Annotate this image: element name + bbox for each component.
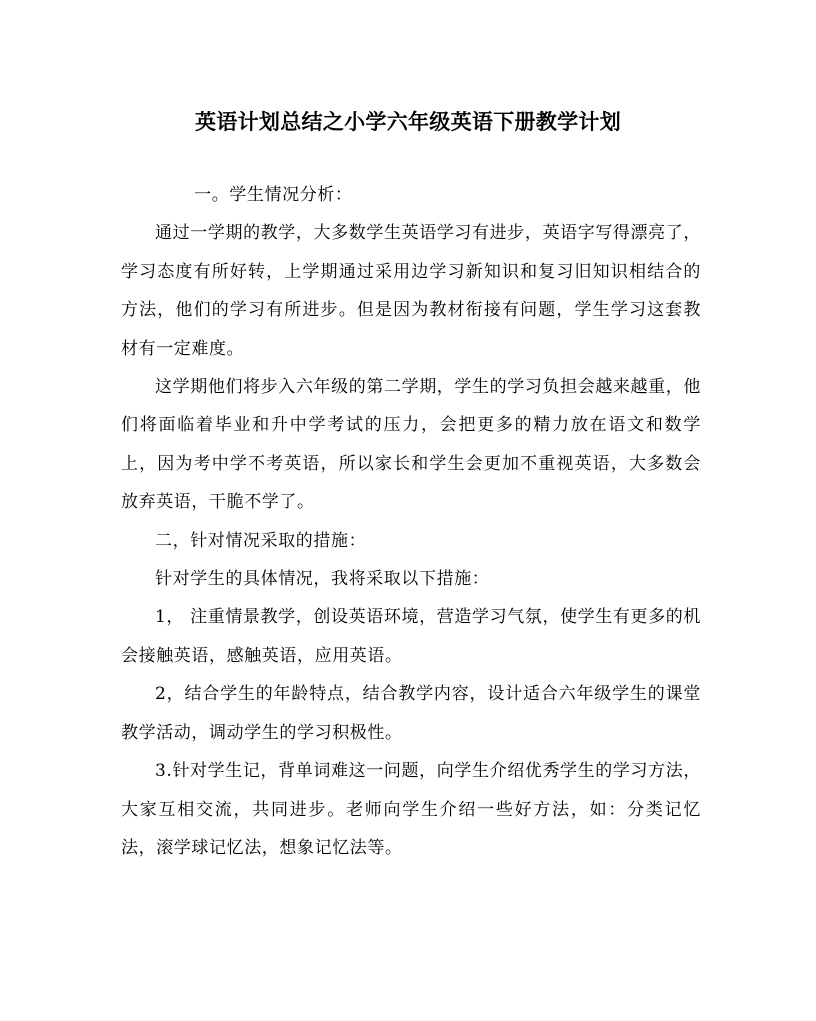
section-heading-measures: 二，针对情况采取的措施：: [155, 530, 367, 551]
paragraph-progress-summary: 通过一学期的教学，大多数学生英语学习有进步，英语字写得漂亮了，学习态度有所好转，上学期通过采用边学习新知识和复习旧知识相结合的方法，他们的学习有所进步。但是因为教材衔接有问题，学生学习这套教材有一定难度。: [121, 223, 701, 359]
paragraph-measures-intro: 针对学生的具体情况，我将采取以下措施：: [155, 569, 490, 590]
list-item-measure-2: 2，结合学生的年龄特点，结合教学内容，设计适合六年级学生的课堂教学活动，调动学生的学习积极性。: [121, 684, 701, 743]
document-body: [121, 176, 701, 867]
paragraph-semester-pressure: 这学期他们将步入六年级的第二学期，学生的学习负担会越来越重，他们将面临着毕业和升中学考试的压力，会把更多的精力放在语文和数学上，因为考中学不考英语，所以家长和学生会更加不重视英语，大多数会放弃英语，干脆不学了。: [121, 377, 701, 513]
list-item-measure-3: 3.针对学生记，背单词难这一问题，向学生介绍优秀学生的学习方法，大家互相交流，共同进步。老师向学生介绍一些好方法，如：分类记忆法，滚学球记忆法，想象记忆法等。: [121, 761, 701, 858]
document-title: 英语计划总结之小学六年级英语下册教学计划: [195, 109, 621, 134]
section-heading-student-analysis: 一。学生情况分析：: [194, 185, 353, 205]
list-item-measure-1: 1， 注重情景教学，创设英语环境，营造学习气氛，使学生有更多的机会接触英语，感触英语，应用英语。: [121, 607, 701, 666]
